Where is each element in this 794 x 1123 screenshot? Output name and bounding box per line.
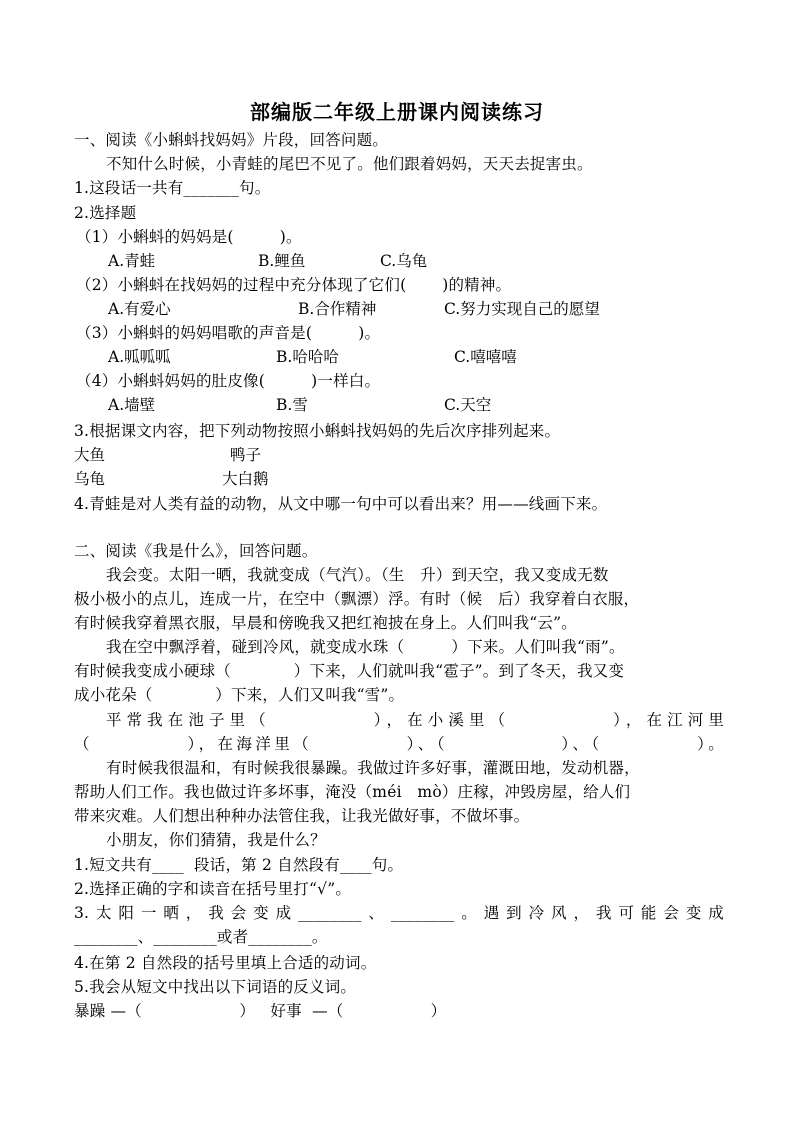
s1-q2-4-option-a: A.墙壁 xyxy=(108,396,156,414)
animal-item: 大鱼 xyxy=(74,446,106,464)
s1-q2-3-option-b: B.哈哈哈 xyxy=(276,348,339,366)
s1-q2-4-option-b: B.雪 xyxy=(276,396,308,414)
s2-paragraph-4-line: 有时候我很温和，有时候我很暴躁。我做过许多好事，灌溉田地，发动机器， xyxy=(106,759,640,777)
section1-passage: 不知什么时候，小青蛙的尾巴不见了。他们跟着妈妈，天天去捉害虫。 xyxy=(106,155,593,173)
s1-q2-2-option-b: B.合作精神 xyxy=(298,300,377,318)
s2-question-4: 4.在第 2 自然段的括号里填上合适的动词。 xyxy=(74,954,377,972)
s2-paragraph-1-line: 有时候我穿着黑衣服，早晨和傍晚我又把红袍披在身上。人们叫我“云”。 xyxy=(74,614,577,632)
s2-question-3-line1: 3.太阳一晒，我会变成________、________。遇到冷风，我可能会变成 xyxy=(74,904,724,922)
s2-paragraph-2-line: 成小花朵（ ）下来，人们又叫我“雪”。 xyxy=(74,686,405,704)
s1-question-3: 3.根据课文内容，把下列动物按照小蝌蚪找妈妈的先后次序排列起来。 xyxy=(74,422,561,440)
s1-q2-4-option-c: C.天空 xyxy=(444,396,492,414)
page-title: 部编版二年级上册课内阅读练习 xyxy=(250,100,544,124)
s2-question-5: 5.我会从短文中找出以下词语的反义词。 xyxy=(74,978,357,996)
s1-q2-3-option-a: A.呱呱呱 xyxy=(108,348,171,366)
s1-question-1: 1.这段话一共有_______句。 xyxy=(74,179,271,197)
s1-question-2: 2.选择题 xyxy=(74,204,137,222)
s2-paragraph-1-line: 极小极小的点儿，连成一片，在空中（飘漂）浮。有时（候 后）我穿着白衣服， xyxy=(74,590,640,608)
s1-q2-2-option-c: C.努力实现自己的愿望 xyxy=(444,300,600,318)
s1-q2-4-stem: （4）小蝌蚪妈妈的肚皮像( )一样白。 xyxy=(76,372,381,390)
animal-item: 乌龟 xyxy=(74,470,106,488)
s2-paragraph-2-line: 有时候我变成小硬球（ ）下来，人们就叫我“雹子”。到了冬天，我又变 xyxy=(74,662,625,680)
s1-q2-2-option-a: A.有爱心 xyxy=(108,300,171,318)
s1-q2-1-option-b: B.鲤鱼 xyxy=(258,252,306,270)
s1-q2-1-stem: （1）小蝌蚪的妈妈是( )。 xyxy=(76,228,302,246)
s2-paragraph-1-line: 我会变。太阳一晒，我就变成（气汽）。（生 升）到天空，我又变成无数 xyxy=(106,566,609,584)
s2-paragraph-3-line: 平常我在池子里（ ），在小溪里（ ），在江河里 xyxy=(106,711,724,729)
s2-paragraph-2-line: 我在空中飘浮着，碰到冷风，就变成水珠（ ）下来。人们叫我“雨”。 xyxy=(106,638,625,656)
animal-item: 大白鹅 xyxy=(222,470,269,488)
s2-question-1: 1.短文共有____ 段话，第 2 自然段有____句。 xyxy=(74,856,404,874)
section2-heading: 二、阅读《我是什么》，回答问题。 xyxy=(74,542,318,560)
s2-paragraph-4-line: 带来灾难。人们想出种种办法管住我，让我光做好事，不做坏事。 xyxy=(74,807,530,825)
s2-question-2: 2.选择正确的字和读音在括号里打“√”。 xyxy=(74,880,352,898)
s2-question-3-line2: ________、________或者________。 xyxy=(74,928,328,946)
section1-heading: 一、阅读《小蝌蚪找妈妈》片段，回答问题。 xyxy=(74,131,389,149)
s2-paragraph-4-line: 帮助人们工作。我也做过许多坏事，淹没（méi mò）庄稼，冲毁房屋，给人们 xyxy=(74,783,631,801)
s2-antonym-row: 暴躁 —（ ） 好事 —（ ） xyxy=(74,1002,447,1020)
s1-q2-3-option-c: C.嘻嘻嘻 xyxy=(454,348,517,366)
s1-q2-1-option-c: C.乌龟 xyxy=(380,252,428,270)
s1-question-4: 4.青蛙是对人类有益的动物，从文中哪一句中可以看出来？用——线画下来。 xyxy=(74,495,608,513)
s2-paragraph-5: 小朋友，你们猜猜，我是什么？ xyxy=(106,831,326,849)
s2-paragraph-3-line: （ ），在海洋里（ ）、（ ）、（ ）。 xyxy=(74,735,724,753)
s1-q2-3-stem: （3）小蝌蚪的妈妈唱歌的声音是( )。 xyxy=(76,324,381,342)
animal-item: 鸭子 xyxy=(230,446,262,464)
s1-q2-1-option-a: A.青蛙 xyxy=(108,252,156,270)
s1-q2-2-stem: （2）小蝌蚪在找妈妈的过程中充分体现了它们( )的精神。 xyxy=(76,276,512,294)
